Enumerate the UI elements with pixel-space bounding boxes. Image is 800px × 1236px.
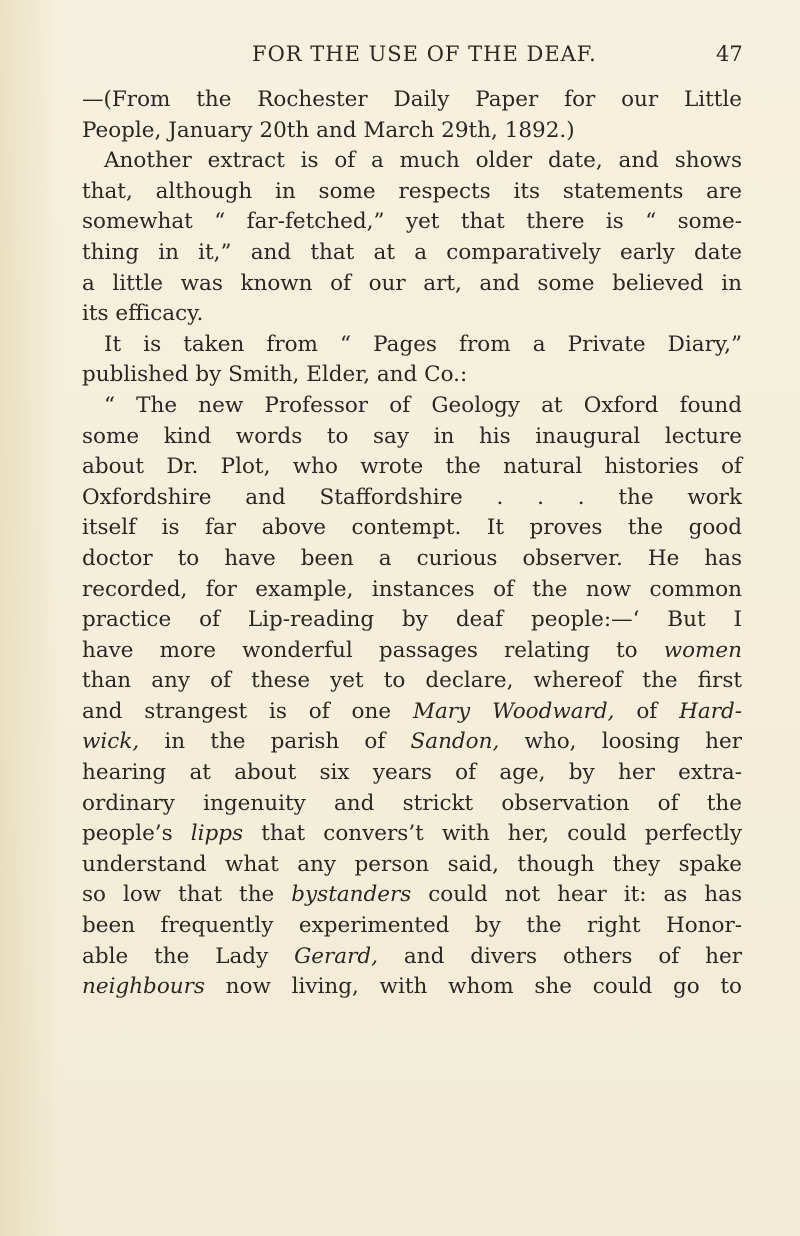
text-line <box>82 544 742 575</box>
text-segment: hearing at about six years of age, by her extra- <box>82 760 742 786</box>
italic-text: Hard- <box>679 698 743 724</box>
text-segment: published by Smith, Elder, and Co.: <box>82 362 468 388</box>
text-segment: somewhat “ far-fetched,” yet that there is “ some- <box>82 209 742 235</box>
text-line <box>82 483 742 514</box>
text-segment: practice of Lip-reading by deaf people:—‘ But I <box>82 607 742 633</box>
text-line <box>82 880 742 911</box>
text-line <box>82 360 742 391</box>
text-line <box>82 85 742 116</box>
text-segment: ordinary ingenuity and strickt observation of the <box>82 790 742 816</box>
text-segment: so low that the <box>82 882 292 908</box>
text-segment: Oxfordshire and Staffordshire . . . the work <box>82 484 742 510</box>
text-segment: able the Lady <box>82 943 295 969</box>
text-segment: that, although in some respects its statements are <box>82 178 742 204</box>
text-segment: —(From the Rochester Daily Paper for our Little <box>82 87 742 112</box>
text-segment: People, January 20th and March 29th, 1892.) <box>82 117 575 143</box>
text-line <box>82 789 742 820</box>
text-segment: than any of these yet to declare, whereof the first <box>82 668 742 694</box>
italic-text: wick, <box>82 729 140 755</box>
page-number: 47 <box>716 42 743 66</box>
text-segment: its efficacy. <box>82 301 204 327</box>
text-line <box>82 819 742 850</box>
text-segment: thing in it,” and that at a comparatively early date <box>82 239 742 265</box>
text-segment: itself is far above contempt. It proves the good <box>82 515 742 541</box>
text-segment: in the parish of <box>139 729 411 755</box>
text-line <box>82 758 742 789</box>
text-line <box>82 207 742 238</box>
page-header <box>0 42 800 82</box>
italic-text: women <box>663 637 742 663</box>
text-segment: now living, with whom she could go to <box>204 974 742 1000</box>
italic-text: neighbours <box>82 974 205 1000</box>
text-segment: who, loosing her <box>499 729 742 755</box>
text-segment: of <box>614 698 680 724</box>
text-line <box>82 116 742 147</box>
text-line <box>82 330 742 361</box>
text-line <box>82 269 742 300</box>
body-text <box>82 85 742 1003</box>
italic-text: bystanders <box>291 882 412 908</box>
text-segment: that convers’t with her, could perfectly <box>243 821 742 847</box>
text-line <box>82 697 742 728</box>
text-line <box>82 942 742 973</box>
text-segment: could not hear it: as has <box>411 882 742 908</box>
text-segment: about Dr. Plot, who wrote the natural histories of <box>82 454 742 480</box>
text-line <box>82 636 742 667</box>
text-segment: some kind words to say in his inaugural lecture <box>82 423 742 449</box>
text-line <box>82 666 742 697</box>
text-line <box>82 972 742 1003</box>
text-line <box>82 911 742 942</box>
running-head: FOR THE USE OF THE DEAF. <box>252 42 597 66</box>
text-segment: It is taken from “ Pages from a Private Diary,” <box>104 331 742 357</box>
text-line <box>82 238 742 269</box>
text-segment: a little was known of our art, and some believed in <box>82 270 742 296</box>
text-segment: and divers others of her <box>378 943 742 969</box>
italic-text: Gerard, <box>294 943 378 969</box>
text-line <box>82 605 742 636</box>
text-segment: have more wonderful passages relating to <box>82 637 664 663</box>
text-line <box>82 299 742 330</box>
text-line <box>82 391 742 422</box>
text-segment: been frequently experimented by the right Honor- <box>82 913 742 939</box>
text-segment: recorded, for example, instances of the now common <box>82 576 742 602</box>
italic-text: lipps <box>190 821 244 847</box>
text-segment: understand what any person said, though they spake <box>82 851 742 877</box>
text-line <box>82 727 742 758</box>
text-segment: “ The new Professor of Geology at Oxford found <box>104 392 742 418</box>
text-line <box>82 575 742 606</box>
text-line <box>82 146 742 177</box>
text-segment: and strangest is of one <box>82 698 413 724</box>
text-segment: doctor to have been a curious observer. He has <box>82 545 742 571</box>
italic-text: Mary Woodward, <box>412 698 615 724</box>
italic-text: Sandon, <box>410 729 500 755</box>
text-line <box>82 513 742 544</box>
text-line <box>82 850 742 881</box>
text-segment: people’s <box>82 821 191 847</box>
text-line <box>82 452 742 483</box>
text-line <box>82 177 742 208</box>
text-segment: Another extract is of a much older date, and shows <box>104 148 742 174</box>
text-line <box>82 422 742 453</box>
